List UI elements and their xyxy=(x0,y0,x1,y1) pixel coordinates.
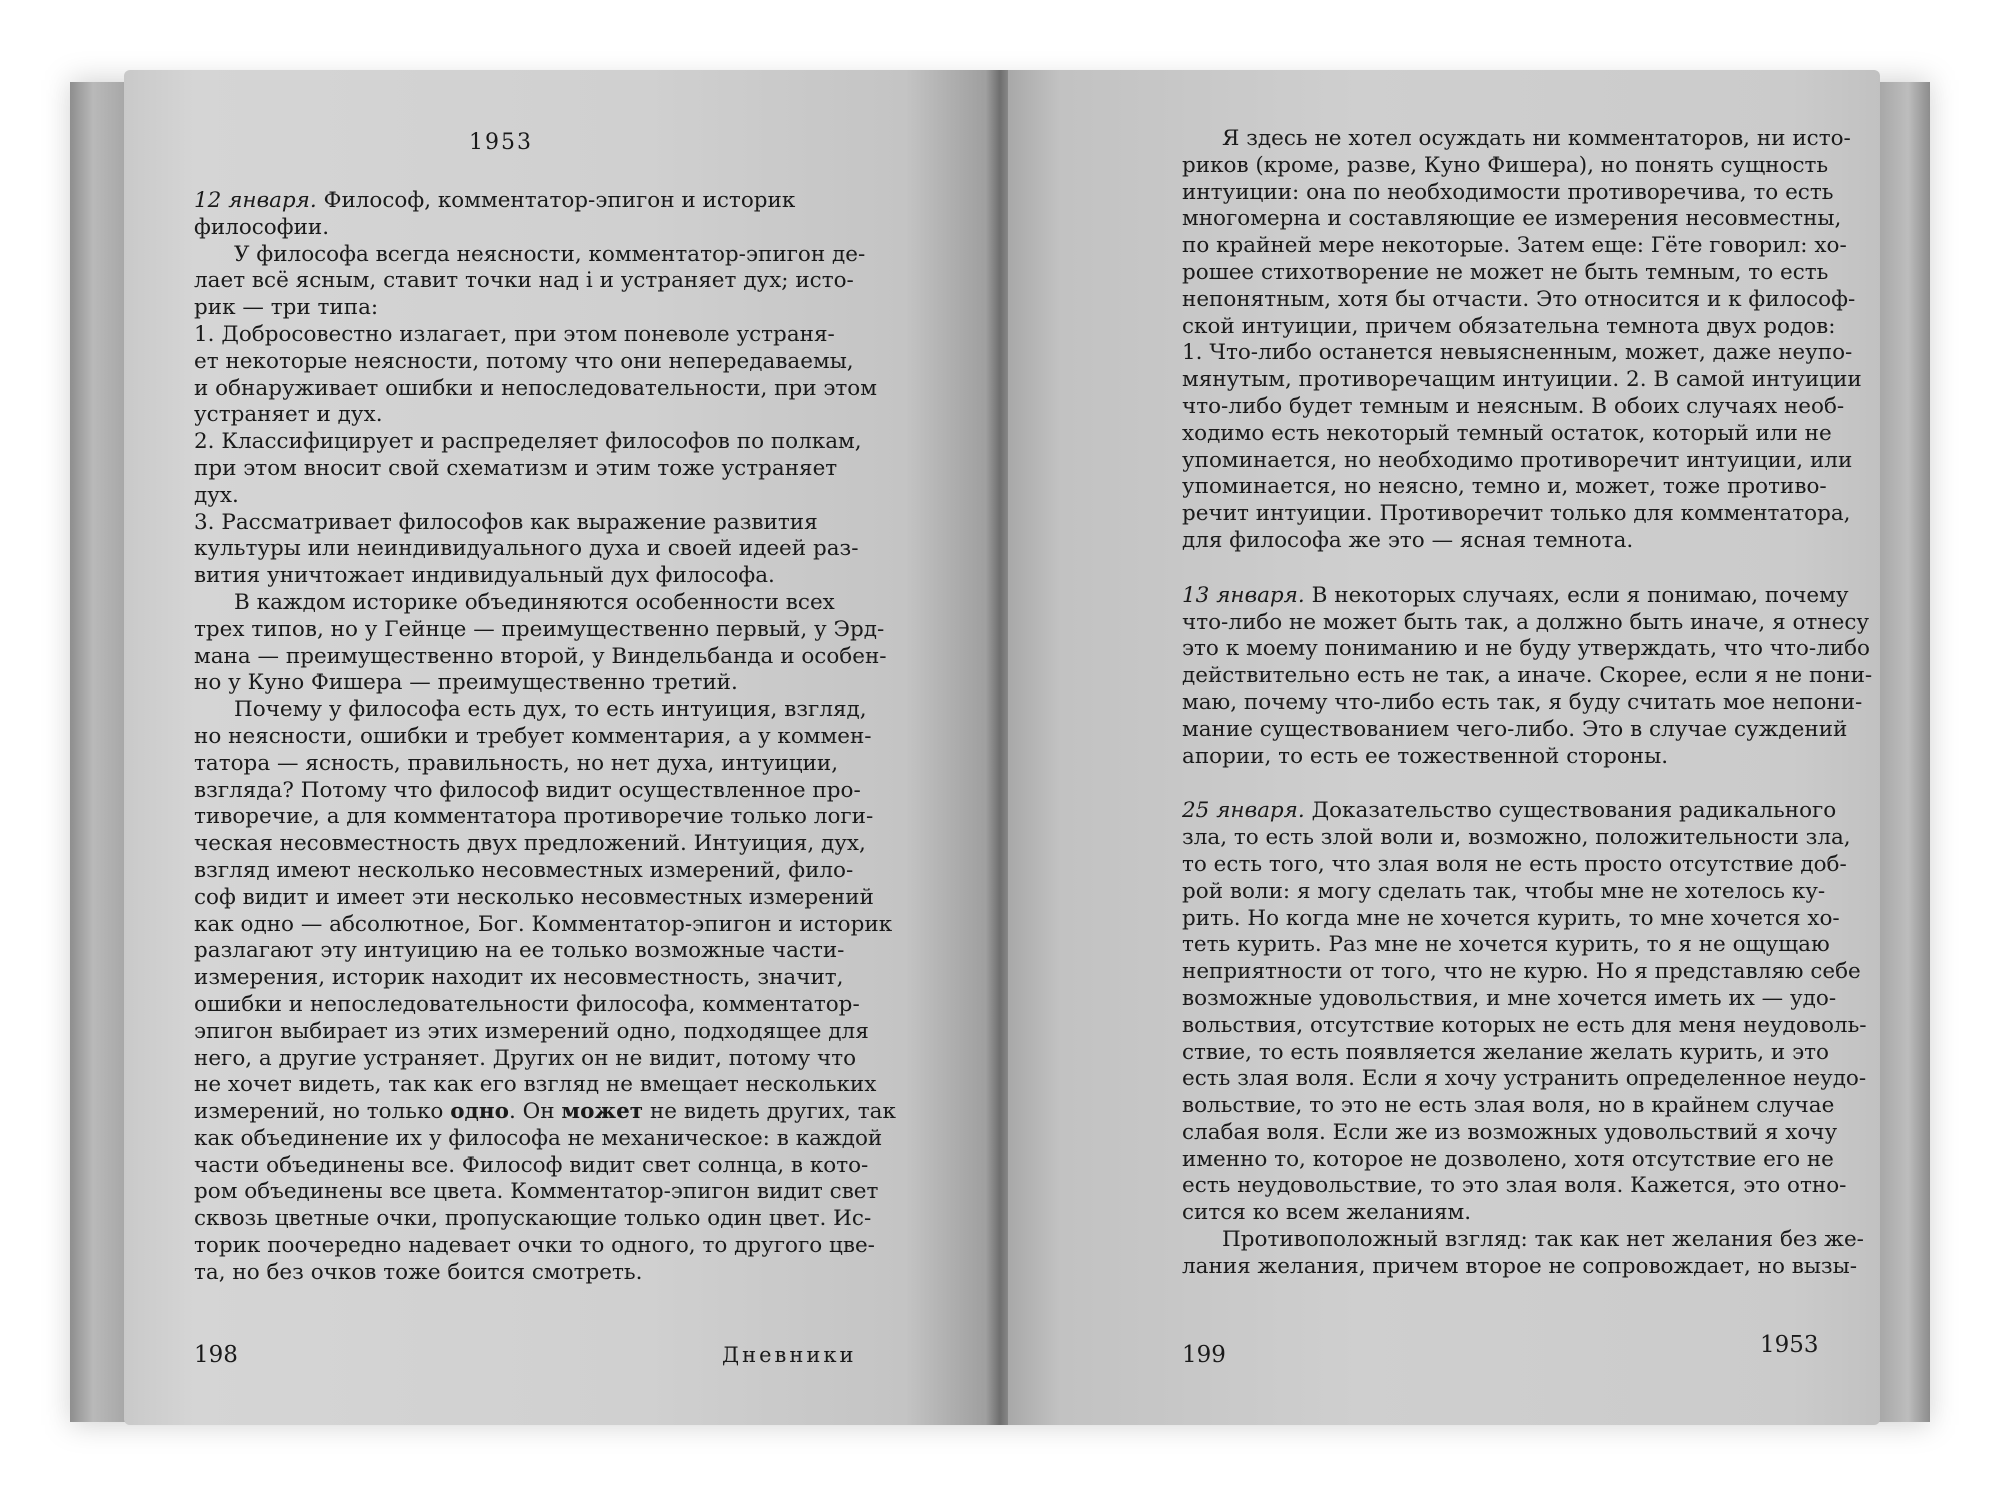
entry-date: 12 января. xyxy=(194,188,317,213)
text-line: интуиции: она по необходимости противоречива, то есть xyxy=(1182,179,1834,205)
text-line: части объединены все. Философ видит свет солнца, в кото- xyxy=(194,1152,869,1178)
text-line: при этом вносит свой схематизм и этим тоже устраняет xyxy=(194,455,838,481)
text-line: эпигон выбирает из этих измерений одно, подходящее для xyxy=(194,1018,869,1044)
text-line: У философа всегда неясности, комментатор-эпигон де- xyxy=(234,241,866,267)
text-line: теть курить. Раз мне не хочется курить, то я не ощущаю xyxy=(1182,932,1830,958)
entry-date: 13 января. xyxy=(1182,582,1305,608)
text-line: слабая воля. Если же из возможных удовольствий я хочу xyxy=(1182,1119,1838,1145)
text-line: взгляд имеют несколько несовместных измерений, фило- xyxy=(194,857,854,883)
text-line: устраняет и дух. xyxy=(194,402,383,428)
text-line: упоминается, но неясно, темно и, может, тоже противо- xyxy=(1182,474,1827,500)
text-span: Философ, комментатор-эпигон и историк xyxy=(316,188,796,213)
text-line: рик — три типа: xyxy=(194,295,379,321)
right-text-block xyxy=(1182,126,1873,1281)
text-line: речит интуиции. Противоречит только для комментатора, xyxy=(1182,501,1851,527)
text-line: Почему у философа есть дух, то есть интуиция, взгляд, xyxy=(234,697,867,723)
running-foot-year: 1953 xyxy=(1760,1332,1819,1358)
text-line: есть неудовольствие, то это злая воля. Кажется, это отно- xyxy=(1182,1173,1847,1199)
text-line: та, но без очков тоже боится смотреть. xyxy=(194,1259,643,1285)
text-line: непонятным, хотя бы отчасти. Это относится и к философ- xyxy=(1182,286,1856,312)
text-line: вольствия, отсутствие которых не есть для меня неудоволь- xyxy=(1182,1012,1867,1038)
text-line: сквозь цветные очки, пропускающие только один цвет. Ис- xyxy=(194,1206,872,1232)
entry-gap xyxy=(1182,555,1802,583)
text-line: и обнаруживает ошибки и непоследовательности, при этом xyxy=(194,375,877,401)
text-line xyxy=(1182,582,1849,610)
text-line: ской интуиции, причем обязательна темнота двух родов: xyxy=(1182,313,1836,339)
left-page xyxy=(124,70,992,1425)
right-page-edges xyxy=(1875,82,1930,1422)
text-line: соф видит и имеет эти несколько несовместных измерений xyxy=(194,884,874,910)
bold-word: может xyxy=(561,1099,644,1125)
text-line: рошее стихотворение не может не быть темным, то есть xyxy=(1182,259,1829,285)
text-line: измерения, историк находит их несовместность, значит, xyxy=(194,965,844,991)
text-line: торик поочередно надевает очки то одного, то другого цве- xyxy=(194,1233,875,1259)
entry-gap xyxy=(1182,770,1802,798)
text-line xyxy=(194,1099,896,1126)
text-line: философии. xyxy=(194,214,330,240)
entry-date: 25 января. xyxy=(1182,798,1305,824)
text-span: так xyxy=(857,1099,896,1125)
text-line: ром объединены все цвета. Комментатор-эпигон видит свет xyxy=(194,1179,879,1205)
text-line: ствие, то есть появляется желание желать курить, и это xyxy=(1182,1039,1829,1065)
text-line: культуры или неиндивидуального духа и своей идеей раз- xyxy=(194,536,859,562)
text-line xyxy=(194,188,834,215)
text-line: татора — ясность, правильность, но нет духа, интуиции, xyxy=(194,750,839,776)
text-line: возможные удовольствия, и мне хочется иметь их — удо- xyxy=(1182,985,1837,1011)
text-span: измерений, но только xyxy=(194,1099,451,1125)
text-line: но у Куно Фишера — преимущественно третий. xyxy=(194,670,738,696)
text-span: . Он xyxy=(508,1099,562,1125)
text-line: мана — преимущественно второй, у Виндельбанда и особен- xyxy=(194,643,887,669)
text-line: для философа же это — ясная темнота. xyxy=(1182,527,1634,553)
text-line: действительно есть не так, а иначе. Скорее, если я не пони- xyxy=(1182,663,1873,689)
text-line: ошибки и непоследовательности философа, комментатор- xyxy=(194,991,860,1017)
text-line: дух. xyxy=(194,482,239,508)
text-line: рой воли: я могу сделать так, чтобы мне не хотелось ку- xyxy=(1182,878,1826,904)
text-line: Противоположный взгляд: так как нет желания без же- xyxy=(1222,1227,1864,1253)
text-line: 1. Что-либо останется невыясненным, может, даже неупо- xyxy=(1182,340,1853,366)
text-line: 3. Рассматривает философов как выражение развития xyxy=(194,509,818,535)
text-line: Я здесь не хотел осуждать ни комментаторов, ни исто- xyxy=(1222,126,1851,151)
text-line: лает всё ясным, ставит точки над i и устраняет дух; истo- xyxy=(194,268,854,294)
text-line: что-либо будет темным и неясным. В обоих случаях необ- xyxy=(1182,393,1845,419)
text-line: мание существованием чего-либо. Это в случае суждений xyxy=(1182,716,1848,742)
text-span: Доказательство существования радикального xyxy=(1304,798,1837,824)
page-number: 199 xyxy=(1182,1342,1226,1368)
text-line: ет некоторые неясности, потому что они непередаваемы, xyxy=(194,348,854,374)
text-line: тиворечие, а для комментатора противоречие только логи- xyxy=(194,804,874,830)
text-span: не видеть других, xyxy=(643,1099,858,1125)
text-line: маю, почему что-либо есть так, я буду считать мое непони- xyxy=(1182,689,1863,715)
left-text-block xyxy=(194,188,896,1287)
text-line: но неясности, ошибки и требует комментария, а у коммен- xyxy=(194,723,872,749)
text-span: В некоторых случаях, если я понимаю, почему xyxy=(1304,582,1849,608)
text-line: него, а другие устраняет. Других он не видит, потому что xyxy=(194,1045,857,1071)
text-line: это к моему пониманию и не буду утверждать, что что-либо xyxy=(1182,636,1870,662)
bold-word: одно xyxy=(450,1099,509,1125)
left-page-edges xyxy=(70,82,128,1422)
text-line: упоминается, но необходимо противоречит интуиции, или xyxy=(1182,447,1853,473)
text-line: апории, то есть ее тожественной стороны. xyxy=(1182,743,1669,769)
text-line: ходимо есть некоторый темный остаток, который или не xyxy=(1182,420,1832,446)
text-line: взгляда? Потому что философ видит осуществленное про- xyxy=(194,777,861,803)
text-line: по крайней мере некоторые. Затем еще: Гёте говорил: хо- xyxy=(1182,233,1847,259)
text-line: то есть того, что злая воля не есть просто отсутствие доб- xyxy=(1182,851,1847,877)
text-line: как одно — абсолютное, Бог. Комментатор-эпигон и историк xyxy=(194,911,893,937)
running-foot-title: Дневники xyxy=(722,1343,857,1367)
text-line: многомерна и составляющие ее измерения несовместны, xyxy=(1182,206,1842,232)
text-line: трех типов, но у Гейнце — преимущественно первый, у Эрд- xyxy=(194,616,885,642)
text-line: В каждом историке объединяются особенности всех xyxy=(234,589,835,615)
right-page xyxy=(1008,70,1880,1425)
text-line: вития уничтожает индивидуальный дух философа. xyxy=(194,563,775,589)
text-line: лания желания, причем второе не сопровождает, но вызы- xyxy=(1182,1253,1858,1279)
text-line: что-либо не может быть так, а должно быть иначе, я отнесу xyxy=(1182,609,1870,635)
text-line: 1. Добросовестно излагает, при этом поневоле устраня- xyxy=(194,321,835,347)
page-number: 198 xyxy=(194,1342,238,1368)
text-line: мянутым, противоречащим интуиции. 2. В самой интуиции xyxy=(1182,367,1862,393)
text-line: как объединение их у философа не механическое: в каждой xyxy=(194,1125,883,1151)
text-line: ческая несовместность двух предложений. Интуиция, дух, xyxy=(194,831,866,857)
text-line: сится ко всем желаниям. xyxy=(1182,1200,1472,1226)
text-line: риков (кроме, разве, Куно Фишера), но понять сущность xyxy=(1182,152,1829,178)
text-line: неприятности от того, что не курю. Но я представляю себе xyxy=(1182,959,1861,985)
text-line: 2. Классифицирует и распределяет философов по полкам, xyxy=(194,429,862,455)
text-line: вольствие, то это не есть злая воля, но в крайнем случае xyxy=(1182,1093,1835,1119)
text-line: разлагают эту интуицию на ее только возможные части- xyxy=(194,938,845,964)
text-line: есть злая воля. Если я хочу устранить определенное неудо- xyxy=(1182,1066,1867,1092)
running-head: 1953 xyxy=(469,130,533,155)
text-line: зла, то есть злой воли и, возможно, положительности зла, xyxy=(1182,825,1851,851)
text-line: рить. Но когда мне не хочется курить, то мне хочется хо- xyxy=(1182,905,1840,931)
text-line: не хочет видеть, так как его взгляд не вмещает нескольких xyxy=(194,1072,877,1098)
text-line xyxy=(1182,798,1837,825)
text-line: именно то, которое не дозволено, хотя отсутствие его не xyxy=(1182,1146,1834,1172)
